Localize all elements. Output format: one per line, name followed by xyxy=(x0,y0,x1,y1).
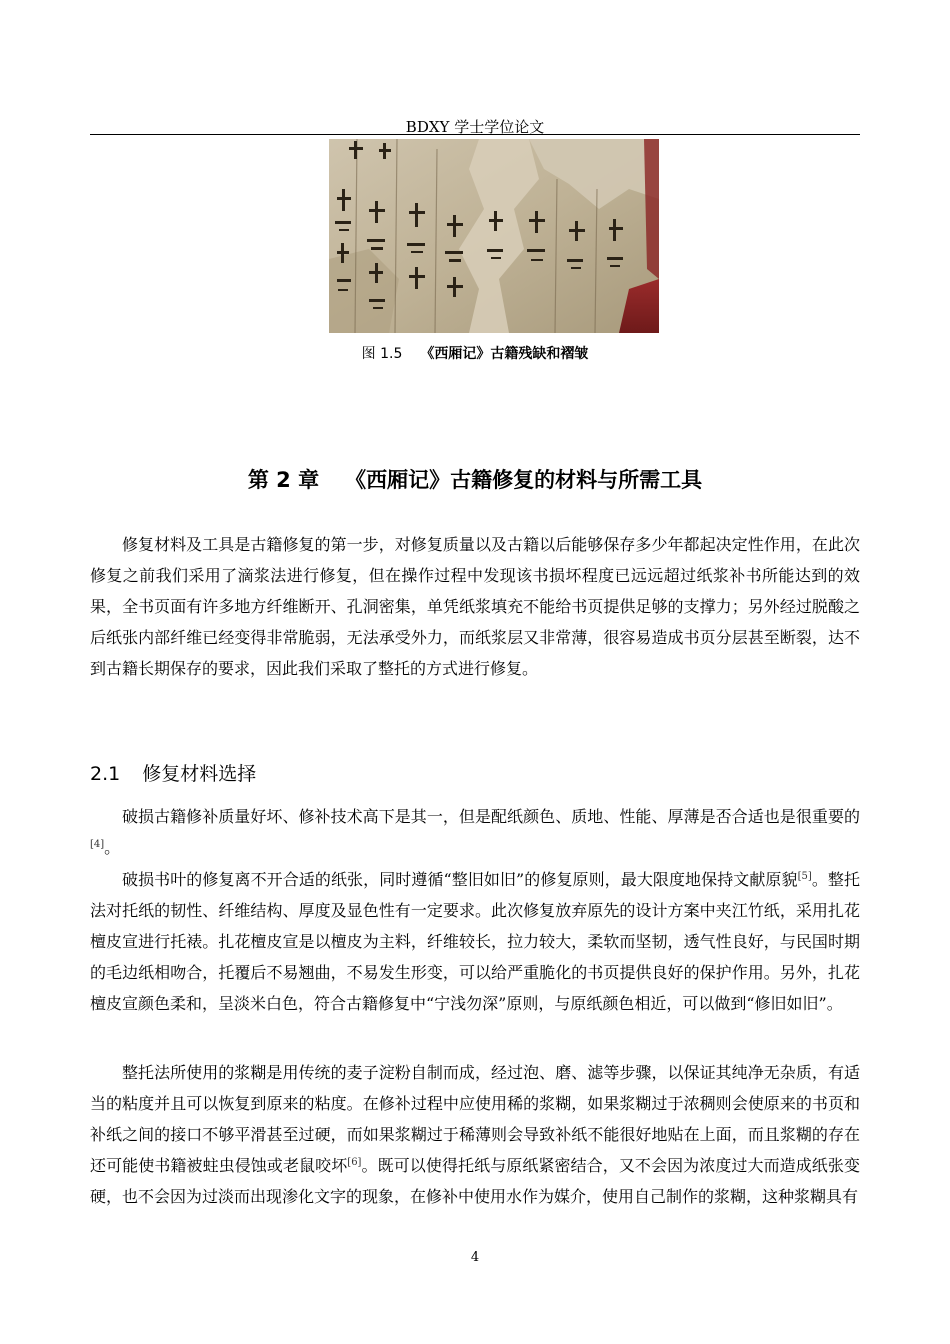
figure-caption xyxy=(0,345,950,363)
figure-number: 图 1.5 xyxy=(361,346,403,362)
section-number: 2.1 xyxy=(90,763,121,785)
chapter-title: 《西厢记》古籍修复的材料与所需工具 xyxy=(345,468,703,492)
paragraph-paste xyxy=(90,1057,860,1212)
citation-6[interactable]: [6] xyxy=(347,1157,362,1168)
paragraph-text: 。既可以使得托纸与原纸紧密结合，又不会因为浓度过大而造成纸张变硬，也不会因为过淡而出现渗化文字的现象，在修补中使用水作为媒介，使用自己制作的浆糊，这种浆糊具有 xyxy=(90,1156,860,1206)
paragraph-text: 。 xyxy=(104,838,121,857)
section-heading xyxy=(90,761,256,787)
paragraph-backing-paper xyxy=(90,864,860,1019)
ancient-book-photo xyxy=(329,139,659,333)
chapter-number: 第 2 章 xyxy=(247,468,320,492)
running-header: BDXY 学士学位论文 xyxy=(405,118,545,136)
paragraph-text: 破损古籍修补质量好坏、修补技术高下是其一，但是配纸颜色、质地、性能、厚薄是否合适也是很重要的 xyxy=(122,807,860,826)
figure-caption-text: 《西厢记》古籍残缺和褶皱 xyxy=(420,346,589,362)
paragraph-text: 整托法所使用的浆糊是用传统的麦子淀粉自制而成，经过泡、磨、滤等步骤，以保证其纯净无杂质，有适当的粘度并且可以恢复到原来的粘度。在修补过程中应使用稀的浆糊，如果浆糊过于浓稠则会使原来的书页和补纸之间的接口不够平滑甚至过硬，而如果浆糊过于稀薄则会导致补纸不能很好地贴在上面，而且浆糊的存在还可能使书籍被蛀虫侵蚀或老鼠咬坏 xyxy=(90,1063,860,1175)
paragraph-text: 。整托法对托纸的韧性、纤维结构、厚度及显色性有一定要求。此次修复放弃原先的设计方案中夹江竹纸，采用扎花檀皮宣进行托裱。扎花檀皮宣是以檀皮为主料，纤维较长，拉力较大，柔软而坚韧，透气性良好，与民国时期的毛边纸相吻合，托覆后不易翘曲，不易发生形变，可以给严重脆化的书页提供良好的保护作用。另外，扎花檀皮宣颜色柔和，呈淡米白色，符合古籍修复中“宁浅勿深”原则，与原纸颜色相近，可以做到“修旧如旧”。 xyxy=(90,870,860,1013)
paragraph-text: 破损书叶的修复离不开合适的纸张，同时遵循“整旧如旧”的修复原则，最大限度地保持文献原貌 xyxy=(122,870,798,889)
chapter-heading xyxy=(0,465,950,495)
citation-4[interactable]: [4] xyxy=(90,839,105,850)
figure-photo xyxy=(329,139,659,333)
paragraph-intro: 修复材料及工具是古籍修复的第一步，对修复质量以及古籍以后能够保存多少年都起决定性作用，在此次修复之前我们采用了滴浆法进行修复，但在操作过程中发现该书损坏程度已远远超过纸浆补书所能达到的效果，全书页面有许多地方纤维断开、孔洞密集，单凭纸浆填充不能给书页提供足够的支撑力；另外经过脱酸之后纸张内部纤维已经变得非常脆弱，无法承受外力，而纸浆层又非常薄，很容易造成书页分层甚至断裂，达不到古籍长期保存的要求，因此我们采取了整托的方式进行修复。 xyxy=(90,535,860,678)
citation-5[interactable]: [5] xyxy=(797,871,812,882)
section-title: 修复材料选择 xyxy=(142,763,257,785)
paragraph-paper-selection xyxy=(90,801,860,863)
page-number: 4 xyxy=(470,1250,480,1265)
header-rule xyxy=(90,134,860,135)
